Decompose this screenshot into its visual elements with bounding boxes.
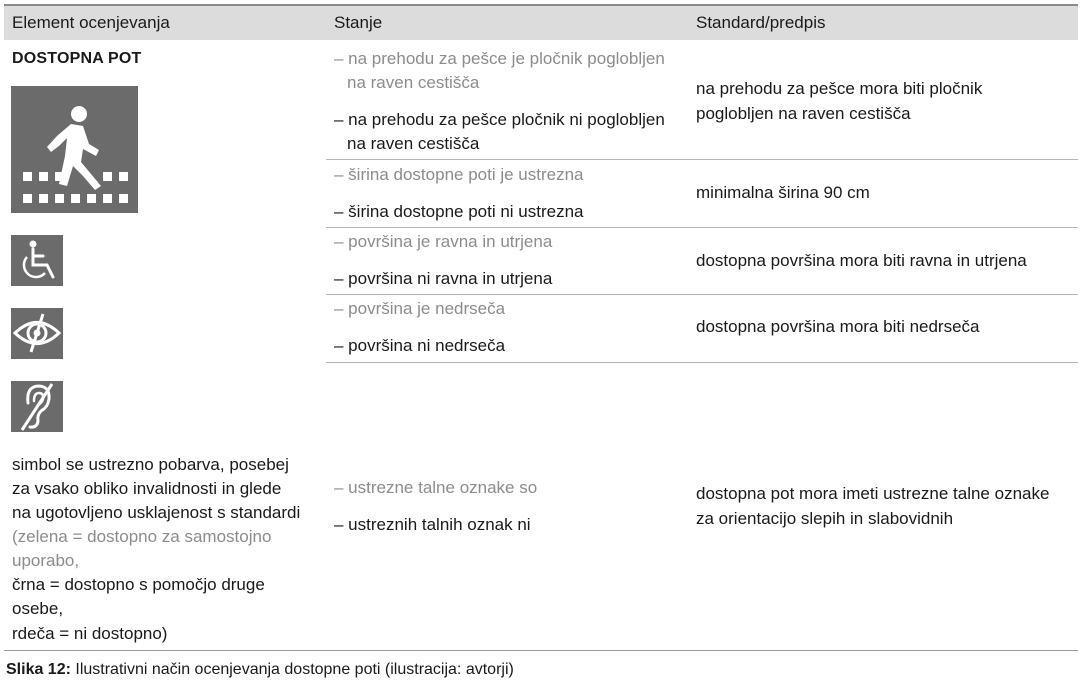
standard-text: minimalna širina 90 cm <box>696 183 870 202</box>
legend-line: uporabo, <box>12 551 80 570</box>
header-condition: Stanje <box>334 13 383 32</box>
header-element: Element ocenjevanja <box>12 13 170 32</box>
row-divider <box>326 227 1078 228</box>
row-divider <box>326 294 1078 295</box>
legend-line: osebe, <box>12 599 64 618</box>
condition-negative: – ustreznih talnih oznak ni <box>334 515 531 534</box>
description-line: na ugotovljeno usklajenost s standardi <box>12 503 301 522</box>
condition-negative: – širina dostopne poti ni ustrezna <box>334 202 584 221</box>
ear-icon <box>11 381 63 432</box>
condition-negative: – površina ni ravna in utrjena <box>334 269 553 288</box>
condition-negative: – na prehodu za pešce pločnik ni poglobljen <box>334 110 665 129</box>
wheelchair-icon <box>11 235 63 286</box>
header-standard: Standard/predpis <box>696 13 826 32</box>
pedestrian-crossing-icon <box>11 86 138 213</box>
condition-positive: – površina je nedrseča <box>334 299 506 318</box>
row-divider <box>326 159 1078 160</box>
eye-icon <box>11 308 63 359</box>
legend-line: (zelena = dostopno za samostojno <box>12 527 272 546</box>
legend-line: rdeča = ni dostopno) <box>12 624 168 643</box>
row-divider <box>326 362 1078 363</box>
condition-negative: – površina ni nedrseča <box>334 336 506 355</box>
standard-text: dostopna pot mora imeti ustrezne talne oznake <box>696 484 1050 503</box>
legend-line: črna = dostopno s pomočjo druge <box>12 575 265 594</box>
description-line: simbol se ustrezno pobarva, posebej <box>12 455 289 474</box>
caption-text: Ilustrativni način ocenjevanja dostopne poti (ilustracija: avtorji) <box>70 661 514 678</box>
standard-text: dostopna površina mora biti ravna in utrjena <box>696 251 1027 270</box>
condition-positive: – ustrezne talne oznake so <box>334 478 538 497</box>
condition-positive: na raven cestišča <box>347 73 480 92</box>
element-title: DOSTOPNA POT <box>12 50 142 67</box>
condition-positive: – širina dostopne poti je ustrezna <box>334 165 584 184</box>
condition-negative: na raven cestišča <box>347 134 480 153</box>
description-line: za vsako obliko invalidnosti in glede <box>12 479 282 498</box>
condition-positive: – na prehodu za pešce je pločnik poglobljen <box>334 49 665 68</box>
figure-caption <box>6 661 514 679</box>
standard-text: na prehodu za pešce mora biti pločnik <box>696 79 983 98</box>
standard-text: za orientacijo slepih in slabovidnih <box>696 509 954 528</box>
table-header <box>4 4 1078 40</box>
condition-positive: – površina je ravna in utrjena <box>334 232 553 251</box>
caption-label: Slika 12: <box>6 661 71 678</box>
standard-text: poglobljen na raven cestišča <box>696 104 911 123</box>
table-bottom-border <box>4 650 1078 651</box>
standard-text: dostopna površina mora biti nedrseča <box>696 317 980 336</box>
